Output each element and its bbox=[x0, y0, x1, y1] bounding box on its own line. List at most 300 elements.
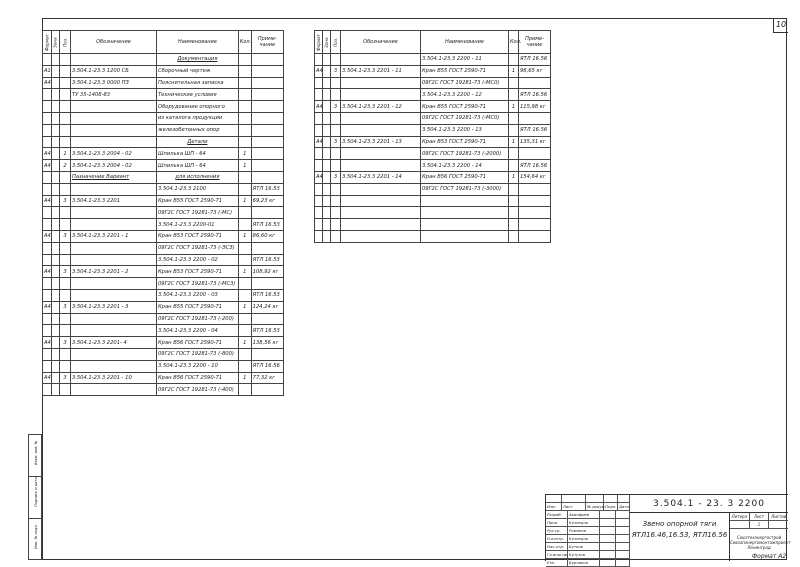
cell-qty: 1 bbox=[238, 148, 251, 160]
table-row bbox=[43, 337, 284, 349]
cell-note: ЯТЛ 16.56 bbox=[519, 89, 551, 101]
signature-cell bbox=[600, 551, 616, 558]
table-row bbox=[315, 219, 551, 231]
table-row bbox=[315, 112, 551, 124]
cell-designation bbox=[70, 242, 156, 254]
cell-format bbox=[315, 112, 323, 124]
table-row bbox=[43, 289, 284, 301]
cell-format bbox=[315, 148, 323, 160]
signature-cell: Нач.отд. bbox=[546, 543, 568, 550]
cell-name: Пояснительная записка bbox=[157, 77, 239, 89]
cell-qty bbox=[509, 230, 519, 242]
spec-table-left bbox=[42, 30, 284, 396]
side-stamp-label: Инв. № подл. bbox=[34, 524, 38, 549]
signature-row bbox=[546, 551, 630, 559]
cell-designation bbox=[70, 254, 156, 266]
cell-zone bbox=[323, 136, 331, 148]
cell-designation bbox=[70, 360, 156, 372]
cell-qty bbox=[238, 136, 251, 148]
signature-cell bbox=[600, 535, 616, 542]
document-title bbox=[630, 513, 730, 561]
cell-name: 3.504.1-23.3 2200 - 04 bbox=[157, 325, 239, 337]
cell-note bbox=[251, 124, 283, 136]
cell-name bbox=[421, 195, 509, 207]
cell-format: А4 bbox=[43, 195, 52, 207]
signature-row bbox=[546, 527, 630, 535]
cell-note bbox=[519, 148, 551, 160]
cell-zone bbox=[51, 242, 60, 254]
cell-zone bbox=[51, 254, 60, 266]
cell-zone bbox=[323, 112, 331, 124]
signature-cell bbox=[600, 527, 616, 534]
cell-name: Шпилька ШП - 64 bbox=[157, 160, 239, 172]
cell-pos bbox=[60, 242, 71, 254]
cell-pos bbox=[60, 65, 71, 77]
cell-note: ЯТЛ 16.56 bbox=[519, 160, 551, 172]
cell-zone bbox=[51, 230, 60, 242]
cell-designation bbox=[341, 148, 421, 160]
cell-note: 138,56 кг bbox=[251, 337, 283, 349]
cell-designation: 3.504.1-23.3 2004 - 02 bbox=[70, 148, 156, 160]
table-row bbox=[43, 77, 284, 89]
cell-qty bbox=[238, 219, 251, 231]
cell-name: 3.504.1-23.3 2200 - 11 bbox=[421, 54, 509, 66]
cell-format bbox=[43, 89, 52, 101]
cell-name: Документация bbox=[157, 54, 239, 66]
table-row bbox=[315, 195, 551, 207]
col-qty: Кол. bbox=[509, 31, 519, 54]
cell-zone bbox=[323, 195, 331, 207]
cell-zone bbox=[323, 160, 331, 172]
cell-qty bbox=[238, 384, 251, 396]
cell-format bbox=[43, 101, 52, 113]
side-stamp bbox=[28, 434, 42, 560]
cell-pos: 2 bbox=[60, 160, 71, 172]
cell-designation bbox=[70, 289, 156, 301]
cell-format bbox=[315, 219, 323, 231]
cell-designation: 3.504.1-23.3 0000 ПЗ bbox=[70, 77, 156, 89]
cell-designation: 3.504.1-23.3 2201 - 1 bbox=[70, 230, 156, 242]
cell-zone bbox=[51, 313, 60, 325]
signature-row bbox=[546, 543, 630, 551]
signature-cell bbox=[616, 535, 630, 542]
table-row bbox=[315, 148, 551, 160]
cell-pos bbox=[60, 171, 71, 183]
cell-pos bbox=[60, 54, 71, 66]
cell-qty bbox=[238, 207, 251, 219]
cell-pos bbox=[60, 325, 71, 337]
cell-pos: 3 bbox=[60, 372, 71, 384]
cell-note: 69,23 кг bbox=[251, 195, 283, 207]
signature-cell: Н.контр. bbox=[546, 535, 568, 542]
table-row bbox=[315, 160, 551, 172]
cell-zone bbox=[323, 124, 331, 136]
col-format: Формат bbox=[43, 31, 52, 54]
signature-cell: Романов bbox=[568, 527, 600, 534]
cell-pos: 1 bbox=[60, 148, 71, 160]
cell-format: А4 bbox=[43, 266, 52, 278]
cell-note bbox=[251, 77, 283, 89]
cell-qty bbox=[238, 325, 251, 337]
cell-format bbox=[43, 171, 52, 183]
meta-sheets-value bbox=[769, 521, 788, 528]
cell-format bbox=[315, 207, 323, 219]
meta-sheets: Листов bbox=[771, 514, 787, 519]
signature-row bbox=[546, 511, 630, 519]
cell-pos: 3 bbox=[331, 136, 341, 148]
cell-format: А4 bbox=[43, 230, 52, 242]
cell-note bbox=[519, 207, 551, 219]
cell-designation bbox=[341, 230, 421, 242]
cell-zone bbox=[51, 219, 60, 231]
cell-qty bbox=[238, 360, 251, 372]
signature-cell: Лист bbox=[562, 503, 586, 510]
table-row bbox=[43, 207, 284, 219]
table-row bbox=[315, 101, 551, 113]
cell-qty bbox=[238, 278, 251, 290]
col-qty: Кол. bbox=[238, 31, 251, 54]
cell-zone bbox=[323, 219, 331, 231]
side-stamp-cell bbox=[29, 477, 43, 519]
table-row bbox=[43, 195, 284, 207]
cell-format bbox=[315, 124, 323, 136]
table-row bbox=[315, 207, 551, 219]
cell-zone bbox=[51, 89, 60, 101]
cell-qty bbox=[238, 313, 251, 325]
cell-note bbox=[251, 112, 283, 124]
side-stamp-label: Подпись и дата bbox=[34, 476, 38, 507]
cell-format: А4 bbox=[315, 101, 323, 113]
cell-format bbox=[43, 384, 52, 396]
table-row bbox=[43, 89, 284, 101]
org-line-3: Ленинград bbox=[747, 545, 771, 550]
cell-note: 115,98 кг bbox=[519, 101, 551, 113]
cell-zone bbox=[51, 207, 60, 219]
cell-note bbox=[251, 207, 283, 219]
cell-pos bbox=[60, 384, 71, 396]
cell-zone bbox=[51, 348, 60, 360]
cell-zone bbox=[51, 325, 60, 337]
meta-stage-value bbox=[730, 521, 750, 528]
cell-name: 09Г2С ГОСТ 19281-73 (-3000) bbox=[421, 183, 509, 195]
cell-zone bbox=[51, 384, 60, 396]
signature-cell bbox=[600, 543, 616, 550]
signature-cell bbox=[600, 559, 616, 566]
cell-name: 09Г2С ГОСТ 19281-73 (-МС3) bbox=[157, 278, 239, 290]
cell-zone bbox=[323, 148, 331, 160]
cell-pos: 3 bbox=[60, 301, 71, 313]
cell-pos bbox=[60, 136, 71, 148]
cell-note: 108,92 кг bbox=[251, 266, 283, 278]
cell-pos bbox=[60, 313, 71, 325]
signature-cell: Кутузов bbox=[568, 551, 600, 558]
cell-format bbox=[43, 219, 52, 231]
cell-name: 3.504.1-23.3 2200 - 10 bbox=[157, 360, 239, 372]
cell-note bbox=[251, 313, 283, 325]
cell-designation bbox=[341, 124, 421, 136]
cell-name: 3.504.1-23.3 2200 - 14 bbox=[421, 160, 509, 172]
cell-note: 124,24 кг bbox=[251, 301, 283, 313]
cell-format: А4 bbox=[43, 301, 52, 313]
col-name: Наименование bbox=[421, 31, 509, 54]
cell-note: 86,60 кг bbox=[251, 230, 283, 242]
signature-row bbox=[546, 495, 630, 503]
cell-note: 96,65 кг bbox=[519, 65, 551, 77]
cell-format: А1 bbox=[43, 65, 52, 77]
cell-note bbox=[519, 183, 551, 195]
col-designation: Обозначение bbox=[70, 31, 156, 54]
cell-note: 154,64 кг bbox=[519, 171, 551, 183]
cell-designation bbox=[341, 160, 421, 172]
spec-table-right bbox=[314, 30, 551, 243]
cell-name: Кран В53 ГОСТ 2590-71 bbox=[157, 266, 239, 278]
col-zone: Зона bbox=[51, 31, 60, 54]
cell-designation: 3.504.1-23.3 1200 СБ bbox=[70, 65, 156, 77]
cell-name: Кран В56 ГОСТ 2590-71 bbox=[157, 337, 239, 349]
col-note: Приме-чание bbox=[519, 31, 551, 54]
cell-pos: 3 bbox=[331, 171, 341, 183]
table-row bbox=[43, 124, 284, 136]
cell-note bbox=[251, 348, 283, 360]
cell-note bbox=[519, 219, 551, 231]
table-row bbox=[43, 171, 284, 183]
signature-cell bbox=[600, 519, 616, 526]
cell-name: 09Г2С ГОСТ 19281-73 (-2000) bbox=[421, 148, 509, 160]
cell-format bbox=[43, 136, 52, 148]
cell-designation: 3.504.1-23.3 2201 - 3 bbox=[70, 301, 156, 313]
cell-format bbox=[43, 278, 52, 290]
cell-designation: 3.504.1-23.3 2004 - 02 bbox=[70, 160, 156, 172]
table-row bbox=[315, 230, 551, 242]
org-line-2: Севзапэнергомонтажпроект bbox=[730, 540, 791, 545]
cell-name: 09Г2С ГОСТ 19281-73 (-800) bbox=[157, 348, 239, 360]
signature-cell bbox=[616, 527, 630, 534]
table-row bbox=[43, 242, 284, 254]
cell-format bbox=[315, 89, 323, 101]
cell-name: Кран В53 ГОСТ 2590-71 bbox=[421, 136, 509, 148]
cell-name: 3.504.1-23.3 2100 bbox=[157, 183, 239, 195]
cell-note bbox=[251, 242, 283, 254]
cell-name: Кран В56 ГОСТ 2590-71 bbox=[157, 372, 239, 384]
cell-designation bbox=[70, 278, 156, 290]
cell-designation bbox=[70, 207, 156, 219]
signature-cell bbox=[600, 511, 616, 518]
meta-sheet-value: 1 bbox=[750, 521, 770, 528]
cell-pos bbox=[331, 183, 341, 195]
cell-qty bbox=[509, 148, 519, 160]
side-stamp-cell bbox=[29, 519, 43, 561]
cell-pos bbox=[331, 230, 341, 242]
cell-designation bbox=[70, 348, 156, 360]
cell-designation bbox=[341, 207, 421, 219]
cell-qty bbox=[509, 112, 519, 124]
cell-format bbox=[43, 183, 52, 195]
cell-format: А4 bbox=[315, 65, 323, 77]
cell-format bbox=[43, 124, 52, 136]
cell-zone bbox=[51, 136, 60, 148]
cell-qty: 1 bbox=[238, 266, 251, 278]
cell-designation: 3.504.1-23.3 2201 - 2 bbox=[70, 266, 156, 278]
cell-note: ЯТЛ 16.56 bbox=[519, 124, 551, 136]
cell-pos bbox=[60, 124, 71, 136]
signature-cell: Кузнецов bbox=[568, 535, 600, 542]
cell-zone bbox=[323, 101, 331, 113]
cell-format bbox=[43, 313, 52, 325]
cell-qty bbox=[238, 77, 251, 89]
cell-designation bbox=[70, 112, 156, 124]
cell-qty bbox=[509, 219, 519, 231]
cell-pos bbox=[60, 278, 71, 290]
cell-designation: 3.504.1-23.3 2201 - 13 bbox=[341, 136, 421, 148]
cell-qty: 1 bbox=[238, 301, 251, 313]
cell-qty bbox=[238, 183, 251, 195]
cell-qty bbox=[238, 348, 251, 360]
cell-zone bbox=[323, 65, 331, 77]
cell-zone bbox=[51, 289, 60, 301]
cell-qty: 1 bbox=[509, 65, 519, 77]
cell-designation bbox=[70, 384, 156, 396]
cell-name: 09Г2С ГОСТ 19281-73 (-МС0) bbox=[421, 112, 509, 124]
table-row bbox=[315, 136, 551, 148]
cell-zone bbox=[51, 160, 60, 172]
cell-note bbox=[519, 112, 551, 124]
cell-name: Кран В55 ГОСТ 2590-71 bbox=[421, 65, 509, 77]
format-label: Формат А2 bbox=[752, 553, 787, 560]
cell-qty bbox=[238, 171, 251, 183]
cell-qty bbox=[238, 289, 251, 301]
cell-name bbox=[421, 207, 509, 219]
cell-designation bbox=[70, 124, 156, 136]
table-row bbox=[315, 89, 551, 101]
cell-note bbox=[251, 101, 283, 113]
cell-format bbox=[43, 360, 52, 372]
cell-note bbox=[251, 136, 283, 148]
signature-cell: Рук.гр. bbox=[546, 527, 568, 534]
cell-name: Сборочный чертеж bbox=[157, 65, 239, 77]
cell-pos bbox=[60, 289, 71, 301]
table-row bbox=[315, 77, 551, 89]
cell-note bbox=[251, 54, 283, 66]
table-row bbox=[43, 266, 284, 278]
cell-qty bbox=[238, 101, 251, 113]
table-row bbox=[315, 65, 551, 77]
cell-zone bbox=[51, 65, 60, 77]
cell-pos bbox=[331, 77, 341, 89]
cell-designation bbox=[70, 313, 156, 325]
signature-cell: Гл.инж.пр. bbox=[547, 552, 569, 557]
cell-name: 3.504.1-23.3 2200-01 bbox=[157, 219, 239, 231]
cell-zone bbox=[51, 112, 60, 124]
cell-format bbox=[43, 242, 52, 254]
organization bbox=[730, 529, 791, 550]
table-row bbox=[43, 112, 284, 124]
cell-qty: 1 bbox=[238, 195, 251, 207]
table-row bbox=[43, 183, 284, 195]
cell-zone bbox=[51, 360, 60, 372]
cell-designation bbox=[70, 325, 156, 337]
cell-zone bbox=[51, 148, 60, 160]
cell-name: Детали bbox=[157, 136, 239, 148]
cell-designation bbox=[341, 195, 421, 207]
col-zone: Зона bbox=[323, 31, 331, 54]
cell-pos bbox=[331, 89, 341, 101]
signature-row bbox=[546, 503, 630, 511]
signature-cell: Подп. bbox=[605, 504, 617, 509]
cell-zone bbox=[51, 278, 60, 290]
cell-pos: 3 bbox=[331, 65, 341, 77]
cell-name: 3.504.1-23.3 2200 - 13 bbox=[421, 124, 509, 136]
table-row bbox=[43, 148, 284, 160]
cell-format bbox=[43, 207, 52, 219]
table-row bbox=[43, 360, 284, 372]
cell-zone bbox=[323, 54, 331, 66]
signature-cell: Бурлаков bbox=[568, 559, 600, 566]
cell-format bbox=[315, 183, 323, 195]
cell-name: 3.504.1-23.3 2200 - 03 bbox=[157, 289, 239, 301]
signature-cell: Утв. bbox=[546, 559, 568, 566]
cell-name: 09Г2С ГОСТ 19281-73 (-МС0) bbox=[421, 77, 509, 89]
cell-qty bbox=[509, 195, 519, 207]
cell-designation: 3.504.1-23.3 2201 - 14 bbox=[341, 171, 421, 183]
cell-zone bbox=[323, 183, 331, 195]
cell-qty: 1 bbox=[509, 136, 519, 148]
signature-cell: Изм. bbox=[546, 503, 562, 510]
cell-zone bbox=[51, 301, 60, 313]
cell-zone bbox=[51, 101, 60, 113]
cell-format: А4 bbox=[315, 171, 323, 183]
cell-format: А4 bbox=[43, 148, 52, 160]
cell-pos bbox=[60, 254, 71, 266]
cell-note bbox=[251, 89, 283, 101]
cell-zone bbox=[51, 372, 60, 384]
cell-name: 09Г2С ГОСТ 19281-73 (-ЭСЗ) bbox=[157, 242, 239, 254]
cell-qty: 1 bbox=[509, 101, 519, 113]
cell-name: 09Г2С ГОСТ 19281-73 (-400) bbox=[157, 384, 239, 396]
cell-zone bbox=[323, 171, 331, 183]
cell-qty bbox=[509, 124, 519, 136]
signature-cell bbox=[604, 495, 618, 502]
signature-cell bbox=[616, 559, 630, 566]
cell-zone bbox=[51, 195, 60, 207]
table-row bbox=[43, 372, 284, 384]
col-note: Приме-чание bbox=[251, 31, 283, 54]
cell-qty bbox=[238, 112, 251, 124]
cell-pos bbox=[331, 54, 341, 66]
cell-name: Кран В53 ГОСТ 2590-71 bbox=[157, 230, 239, 242]
cell-qty bbox=[509, 160, 519, 172]
cell-qty bbox=[238, 242, 251, 254]
table-row bbox=[315, 54, 551, 66]
signature-cell bbox=[616, 519, 630, 526]
table-row bbox=[43, 230, 284, 242]
cell-note bbox=[251, 278, 283, 290]
cell-note bbox=[251, 65, 283, 77]
table-row bbox=[43, 254, 284, 266]
col-designation: Обозначение bbox=[341, 31, 421, 54]
document-code: 3.504.1 - 23. 3 2200 bbox=[630, 495, 788, 513]
cell-name: Шпилька ШП - 64 bbox=[157, 148, 239, 160]
cell-qty bbox=[509, 183, 519, 195]
cell-designation: ТУ 35-1408-83 bbox=[70, 89, 156, 101]
cell-pos bbox=[60, 89, 71, 101]
cell-qty: 1 bbox=[238, 337, 251, 349]
table-row bbox=[43, 348, 284, 360]
cell-format bbox=[43, 254, 52, 266]
cell-designation bbox=[341, 183, 421, 195]
cell-designation bbox=[70, 219, 156, 231]
signature-row bbox=[546, 559, 630, 567]
cell-pos bbox=[60, 360, 71, 372]
